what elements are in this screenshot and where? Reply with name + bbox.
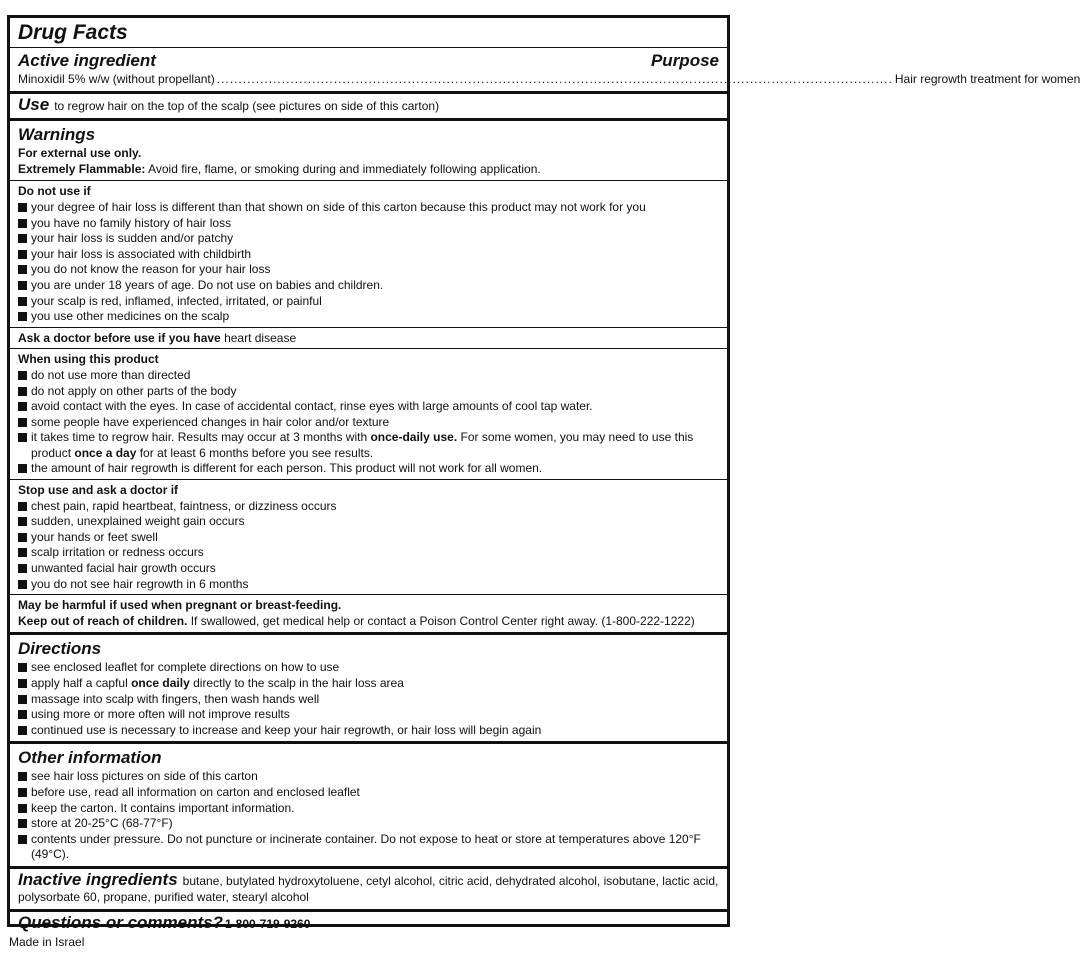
list-item bbox=[18, 832, 719, 863]
list-item-text bbox=[31, 430, 719, 461]
list-item bbox=[18, 368, 719, 384]
inactive-section bbox=[18, 869, 719, 909]
list-item bbox=[18, 262, 719, 278]
list-item-text: your hands or feet swell bbox=[31, 529, 158, 544]
directions-heading: Directions bbox=[18, 639, 102, 659]
pregnancy-warning: May be harmful if used when pregnant or breast-feeding. bbox=[18, 598, 342, 613]
list-item bbox=[18, 577, 719, 593]
list-item bbox=[18, 769, 719, 785]
list-item-text: continued use is necessary to increase and keep your hair regrowth, or hair loss will begin again bbox=[31, 722, 542, 737]
list-item-text: store at 20-25°C (68-77°F) bbox=[31, 816, 173, 831]
bullet-icon bbox=[18, 835, 27, 844]
bullet-icon bbox=[18, 564, 27, 573]
time-text-d: once a day bbox=[74, 445, 137, 460]
bullet-icon bbox=[18, 788, 27, 797]
list-item-text bbox=[31, 676, 404, 692]
list-item bbox=[18, 399, 719, 415]
external-use-text: For external use only. bbox=[18, 146, 142, 161]
bullet-icon bbox=[18, 281, 27, 290]
flammable-text bbox=[18, 162, 719, 178]
apply-text-a: apply half a capful bbox=[31, 676, 132, 690]
keep-out-detail: If swallowed, get medical help or contact a Poison Control Center right away. (1-800-222-1222) bbox=[187, 613, 695, 628]
ask-doctor-text: heart disease bbox=[220, 330, 297, 345]
time-text-c: For some women, you may need to use this product bbox=[31, 430, 694, 460]
list-item-text: keep the carton. It contains important information. bbox=[31, 800, 295, 815]
purpose-text: Hair regrowth treatment for women bbox=[894, 72, 1080, 86]
list-item bbox=[18, 660, 719, 676]
list-item-text: before use, read all information on carton and enclosed leaflet bbox=[31, 784, 360, 799]
keep-out-label: Keep out of reach of children. bbox=[18, 613, 188, 628]
active-ingredient-name: Minoxidil 5% w/w (without propellant) bbox=[18, 72, 215, 86]
list-item bbox=[18, 801, 719, 817]
list-item bbox=[18, 561, 719, 577]
keep-out-text bbox=[18, 614, 719, 630]
apply-text-b: once daily bbox=[131, 676, 190, 690]
bullet-icon bbox=[18, 402, 27, 411]
list-item-text: your hair loss is sudden and/or patchy bbox=[31, 231, 234, 246]
bullet-icon bbox=[18, 312, 27, 321]
when-using-heading: When using this product bbox=[18, 352, 159, 367]
list-item bbox=[18, 530, 719, 546]
ask-doctor-section bbox=[18, 328, 719, 349]
bullet-icon bbox=[18, 726, 27, 735]
list-item-text: you do not see hair regrowth in 6 months bbox=[31, 576, 249, 591]
drug-facts-panel bbox=[7, 15, 1080, 933]
when-using-section bbox=[18, 349, 719, 479]
list-item bbox=[18, 707, 719, 723]
questions-heading: Questions or comments? bbox=[18, 913, 223, 933]
bullet-icon bbox=[18, 580, 27, 589]
list-item-text: you have no family history of hair loss bbox=[31, 215, 232, 230]
list-item-text: see enclosed leaflet for complete directions on how to use bbox=[31, 660, 340, 675]
directions-section bbox=[18, 635, 719, 741]
bullet-icon bbox=[18, 234, 27, 243]
ask-doctor-label: Ask a doctor before use if you have bbox=[18, 330, 221, 345]
list-item-text: unwanted facial hair growth occurs bbox=[31, 561, 216, 576]
bullet-icon bbox=[18, 663, 27, 672]
list-item-text: contents under pressure. Do not puncture or incinerate container. Do not expose to heat or store at temperatures above 120°F (49°C). bbox=[31, 831, 701, 862]
time-text-a: it takes time to regrow hair. Results may occur at 3 months with bbox=[31, 430, 371, 445]
list-item-text: your scalp is red, inflamed, infected, irritated, or painful bbox=[31, 293, 322, 308]
bullet-icon bbox=[18, 464, 27, 473]
do-not-use-section bbox=[18, 181, 719, 326]
list-item-text: sudden, unexplained weight gain occurs bbox=[31, 514, 245, 529]
bullet-icon bbox=[18, 548, 27, 557]
stop-use-section bbox=[18, 480, 719, 594]
apply-text-c: directly to the scalp in the hair loss area bbox=[189, 676, 404, 690]
inactive-text: butane, butylated hydroxytoluene, cetyl alcohol, citric acid, dehydrated alcohol, isobutane, lactic acid, polysorbate 60, propane, purified water, stearyl alcohol bbox=[18, 873, 719, 904]
time-text-b: once-daily use. bbox=[370, 430, 458, 445]
bullet-icon bbox=[18, 679, 27, 688]
questions-phone: 1-800-719-9260 bbox=[224, 917, 311, 932]
other-info-heading: Other information bbox=[18, 748, 162, 768]
made-in-text: Made in Israel bbox=[9, 935, 85, 949]
pregnancy-section bbox=[18, 595, 719, 632]
list-item bbox=[18, 309, 719, 325]
list-item-text: using more or more often will not improve results bbox=[31, 707, 290, 722]
panel-title: Drug Facts bbox=[18, 21, 128, 44]
list-item bbox=[18, 785, 719, 801]
list-item-text: you are under 18 years of age. Do not use on babies and children. bbox=[31, 277, 384, 292]
bullet-icon bbox=[18, 695, 27, 704]
bullet-icon bbox=[18, 804, 27, 813]
list-item bbox=[18, 247, 719, 263]
list-item-text: your hair loss is associated with childbirth bbox=[31, 246, 252, 261]
active-ingredient-line bbox=[18, 72, 1080, 88]
bullet-icon bbox=[18, 533, 27, 542]
list-item bbox=[18, 384, 719, 400]
list-item bbox=[18, 415, 719, 431]
bullet-icon bbox=[18, 772, 27, 781]
bullet-icon bbox=[18, 203, 27, 212]
list-item-text: see hair loss pictures on side of this carton bbox=[31, 769, 258, 784]
list-item bbox=[18, 216, 719, 232]
active-ingredient-section bbox=[18, 48, 1080, 91]
bullet-icon bbox=[18, 371, 27, 380]
time-text-e: for at least 6 months before you see results. bbox=[136, 445, 374, 460]
list-item bbox=[18, 278, 719, 294]
list-item bbox=[18, 430, 719, 461]
list-item bbox=[18, 294, 719, 310]
leader-dots: ............................................................................................................................................................ bbox=[216, 72, 893, 86]
stop-use-heading: Stop use and ask a doctor if bbox=[18, 483, 179, 498]
list-item-text: chest pain, rapid heartbeat, faintness, or dizziness occurs bbox=[31, 498, 337, 513]
bullet-icon bbox=[18, 219, 27, 228]
list-item bbox=[18, 231, 719, 247]
use-section bbox=[18, 94, 719, 119]
list-item-text: you use other medicines on the scalp bbox=[31, 309, 230, 324]
bullet-icon bbox=[18, 819, 27, 828]
do-not-use-heading: Do not use if bbox=[18, 184, 91, 199]
active-ingredient-heading: Active ingredient bbox=[18, 51, 156, 70]
questions-section bbox=[18, 912, 719, 936]
list-item-text: avoid contact with the eyes. In case of accidental contact, rinse eyes with large amounts of cool tap water. bbox=[31, 399, 593, 414]
use-heading: Use bbox=[18, 94, 50, 114]
list-item bbox=[18, 676, 719, 692]
list-item bbox=[18, 692, 719, 708]
flammable-label: Extremely Flammable: bbox=[18, 161, 146, 176]
bullet-icon bbox=[18, 250, 27, 259]
list-item bbox=[18, 514, 719, 530]
list-item bbox=[18, 200, 719, 216]
list-item-text: do not apply on other parts of the body bbox=[31, 383, 237, 398]
other-info-section bbox=[18, 744, 719, 866]
list-item-text: your degree of hair loss is different than that shown on side of this carton because this product may not work for you bbox=[31, 199, 646, 214]
bullet-icon bbox=[18, 297, 27, 306]
list-item-text: massage into scalp with fingers, then wash hands well bbox=[31, 691, 320, 706]
bullet-icon bbox=[18, 433, 27, 442]
warnings-section bbox=[18, 121, 719, 180]
list-item-text: the amount of hair regrowth is different for each person. This product will not work for all women. bbox=[31, 461, 543, 476]
bullet-icon bbox=[18, 502, 27, 511]
list-item-text: scalp irritation or redness occurs bbox=[31, 545, 204, 560]
flammable-detail: Avoid fire, flame, or smoking during and immediately following application. bbox=[145, 161, 541, 176]
list-item-text: do not use more than directed bbox=[31, 367, 191, 382]
bullet-icon bbox=[18, 517, 27, 526]
bullet-icon bbox=[18, 710, 27, 719]
bullet-icon bbox=[18, 387, 27, 396]
list-item bbox=[18, 499, 719, 515]
warnings-heading: Warnings bbox=[18, 125, 96, 145]
purpose-heading: Purpose bbox=[650, 51, 719, 70]
inactive-heading: Inactive ingredients bbox=[18, 869, 178, 889]
list-item-text: some people have experienced changes in hair color and/or texture bbox=[31, 414, 390, 429]
bullet-icon bbox=[18, 418, 27, 427]
list-item-text: you do not know the reason for your hair loss bbox=[31, 262, 271, 277]
use-text: to regrow hair on the top of the scalp (see pictures on side of this carton) bbox=[54, 98, 440, 113]
list-item bbox=[18, 723, 719, 739]
list-item bbox=[18, 545, 719, 561]
list-item bbox=[18, 461, 719, 477]
bullet-icon bbox=[18, 265, 27, 274]
list-item bbox=[18, 816, 719, 832]
